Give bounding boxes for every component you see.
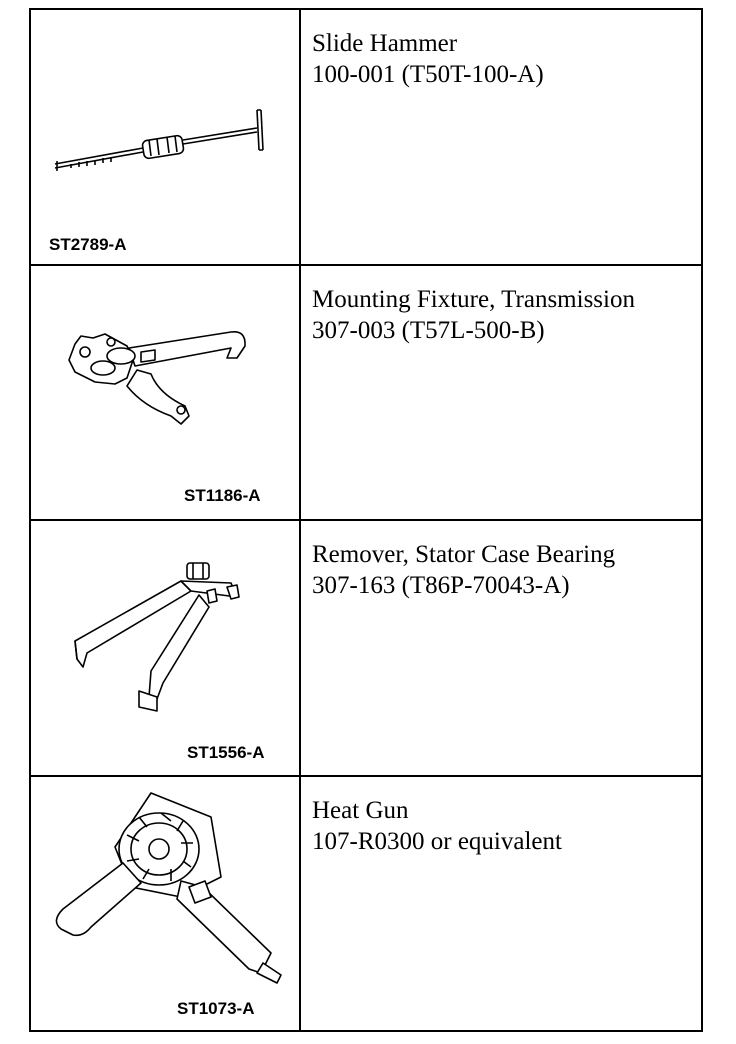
illustration-code: ST1556-A — [187, 743, 265, 762]
bearing-remover-icon — [31, 521, 299, 773]
illustration-cell — [30, 9, 300, 265]
illustration-code: ST1186-A — [184, 485, 261, 505]
table-row — [30, 9, 702, 265]
description-cell — [300, 776, 702, 1032]
illustration-cell — [30, 265, 300, 521]
table-row — [30, 776, 702, 1032]
special-tools-table — [29, 8, 703, 1032]
description-cell — [300, 265, 702, 521]
table-row — [30, 265, 702, 521]
illustration-cell — [30, 776, 300, 1032]
tool-part-number: 307-163 (T86P-70043-A) — [312, 572, 570, 599]
tool-name: Heat Gun — [312, 796, 409, 824]
illustration-code: ST2789-A — [49, 235, 127, 254]
slide-hammer-icon — [31, 10, 299, 262]
tool-part-number: 307-003 (T57L-500-B) — [312, 316, 545, 344]
description-cell — [300, 520, 702, 776]
tool-name: Remover, Stator Case Bearing — [312, 541, 616, 568]
illustration-code: ST1073-A — [177, 998, 255, 1018]
table-row — [30, 520, 702, 776]
heat-gun-icon — [31, 777, 299, 1029]
tool-part-number: 100-001 (T50T-100-A) — [312, 61, 544, 88]
mounting-fixture-icon — [31, 266, 299, 518]
tool-part-number: 107-R0300 or equivalent — [312, 827, 562, 855]
description-cell — [300, 9, 702, 265]
illustration-cell — [30, 520, 300, 776]
tool-name: Slide Hammer — [312, 30, 458, 57]
tool-name: Mounting Fixture, Transmission — [312, 285, 635, 313]
